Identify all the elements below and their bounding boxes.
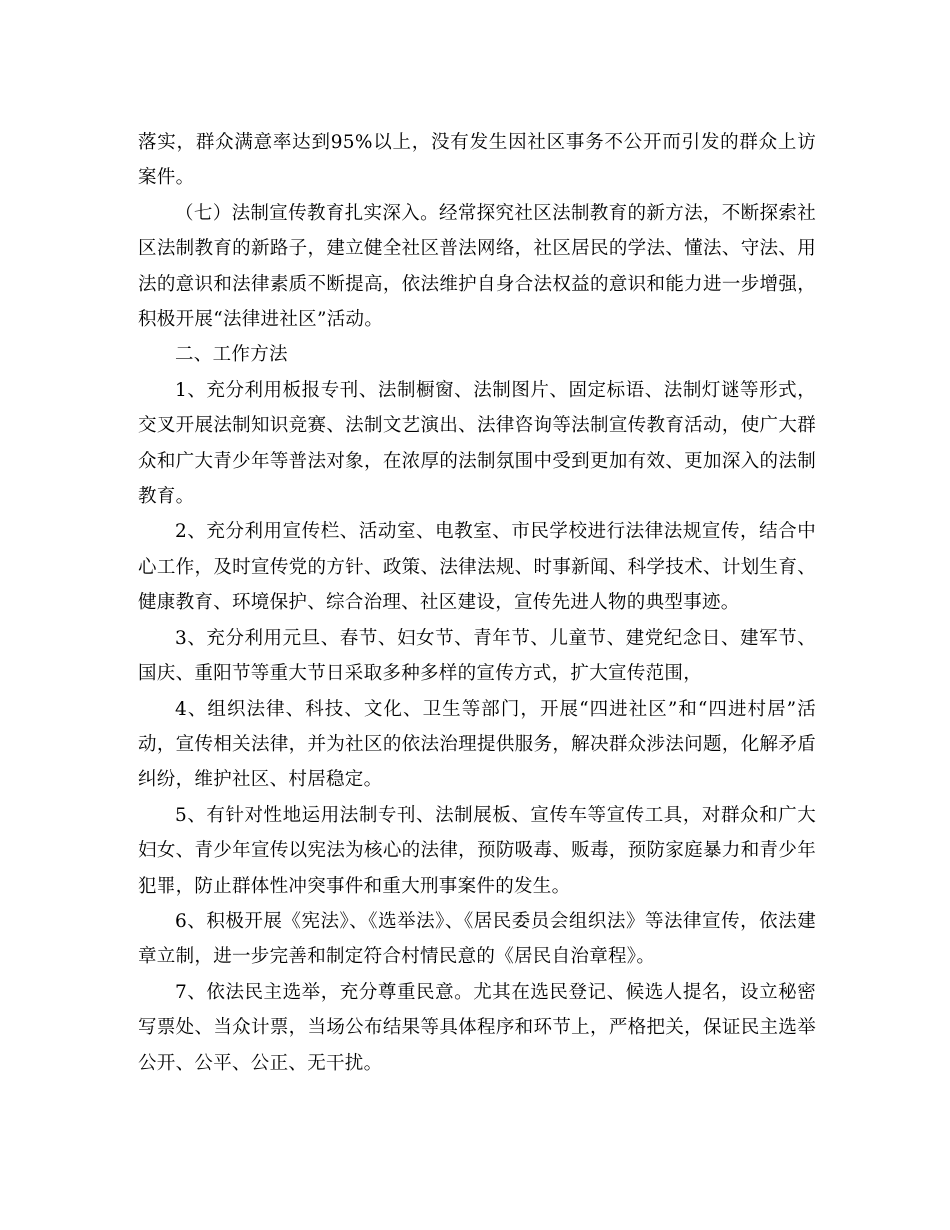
paragraph-method-5: 5、有针对性地运用法制专刊、法制展板、宣传车等宣传工具，对群众和广大妇女、青少年宣传以宪法为核心的法律，预防吸毒、贩毒，预防家庭暴力和青少年犯罪，防止群体性冲突事件和重大刑事案件的发生。 <box>138 804 816 897</box>
paragraph-method-1: 1、充分利用板报专刊、法制橱窗、法制图片、固定标语、法制灯谜等形式，交叉开展法制知识竞赛、法制文艺演出、法律咨询等法制宣传教育活动，使广大群众和广大青少年等普法对象，在浓厚的法制氛围中受到更加有效、更加深入的法制教育。 <box>138 379 816 508</box>
paragraph-method-2: 2、充分利用宣传栏、活动室、电教室、市民学校进行法律法规宣传，结合中心工作，及时宣传党的方针、政策、法律法规、时事新闻、科学技术、计划生育、健康教育、环境保护、综合治理、社区建设，宣传先进人物的典型事迹。 <box>138 521 816 614</box>
paragraph-method-3: 3、充分利用元旦、春节、妇女节、青年节、儿童节、建党纪念日、建军节、国庆、重阳节等重大节日采取多种多样的宣传方式，扩大宣传范围， <box>138 627 816 685</box>
paragraph-method-7: 7、依法民主选举，充分尊重民意。尤其在选民登记、候选人提名，设立秘密写票处、当众计票，当场公布结果等具体程序和环节上，严格把关，保证民主选举公开、公平、公正、无干扰。 <box>138 981 816 1074</box>
document-body <box>138 125 816 1081</box>
paragraph-legal-education: （七）法制宣传教育扎实深入。经常探究社区法制教育的新方法，不断探索社区法制教育的新路子，建立健全社区普法网络，社区居民的学法、懂法、守法、用法的意识和法律素质不断提高，依法维护自身合法权益的意识和能力进一步增强，积极开展“法律进社区”活动。 <box>138 202 816 331</box>
paragraph-continuation: 落实，群众满意率达到95%以上，没有发生因社区事务不公开而引发的群众上访案件。 <box>138 132 816 189</box>
section-heading-work-methods: 二、工作方法 <box>175 344 288 366</box>
paragraph-method-6: 6、积极开展《宪法》、《选举法》、《居民委员会组织法》等法律宣传，依法建章立制，进一步完善和制定符合村情民意的《居民自治章程》。 <box>138 910 816 968</box>
paragraph-method-4: 4、组织法律、科技、文化、卫生等部门，开展“四进社区”和“四进村居”活动，宣传相关法律，并为社区的依法治理提供服务，解决群众涉法问题，化解矛盾纠纷，维护社区、村居稳定。 <box>138 698 816 791</box>
